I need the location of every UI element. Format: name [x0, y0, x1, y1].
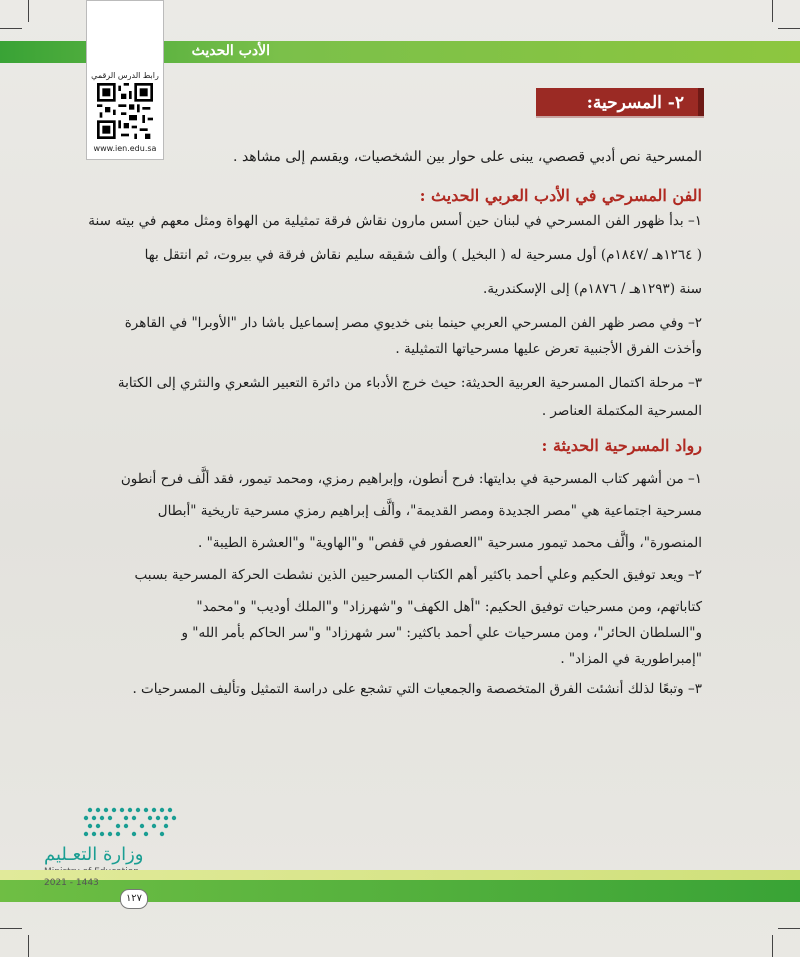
list2-item2-line1: ٢– ويعد توفيق الحكيم وعلي أحمد باكثير أهم الكتاب المسرحيين الذين نشطت الحركة المسرحية بسبب	[134, 567, 702, 583]
crop-mark	[772, 0, 773, 22]
list1-item1-line1: ١– بدأ ظهور الفن المسرحي في لبنان حين أسس مارون نقاش فرقة تمثيلية من الهواة ومثل معهم في بيته سنة	[88, 213, 702, 229]
crop-mark	[772, 935, 773, 957]
crop-mark	[778, 928, 800, 929]
section-badge	[536, 88, 704, 118]
list2-item2-line2: كتاباتهم، ومن مسرحيات توفيق الحكيم: "أهل الكهف" و"شهرزاد" و"الملك أوديب" و"محمد"	[196, 599, 702, 615]
list2-item3-line1: ٣– وتبعًا لذلك أنشئت الفرق المتخصصة والجمعيات التي تشجع على دراسة التمثيل وتأليف المسرحيات .	[132, 681, 702, 697]
qr-url[interactable]: www.ien.edu.sa	[93, 144, 157, 153]
list1-item2-line2: وأخذت الفرق الأجنبية تعرض عليها مسرحياتها التمثيلية .	[395, 341, 702, 357]
list2-item2-line3: و"السلطان الحائر"، ومن مسرحيات علي أحمد باكثير: "سر شهرزاد" و"سر الحاكم بأمر الله" و	[181, 625, 702, 641]
crop-mark	[0, 928, 22, 929]
crop-mark	[778, 28, 800, 29]
qr-code-icon[interactable]	[97, 83, 153, 139]
list1-item1-line3: سنة (١٢٩٣هـ / ١٨٧٦م) إلى الإسكندرية.	[483, 281, 702, 297]
header-title: الأدب الحديث	[191, 43, 270, 59]
section-badge-title: ٢- المسرحية:	[586, 93, 684, 113]
page-number: ١٢٧	[120, 889, 148, 909]
list1-item1-line2: ( ١٢٦٤هـ /١٨٤٧م) أول مسرحية له ( البخيل ) وألف شقيقه سليم نقاش فرقة في بيروت، ثم انتقل بها	[144, 247, 702, 263]
qr-panel[interactable]	[86, 0, 164, 160]
list2-item2-line4: "إمبراطورية في المزاد" .	[560, 651, 702, 667]
intro-paragraph: المسرحية نص أدبي قصصي، يبنى على حوار بين الشخصيات، ويقسم إلى مشاهد .	[233, 149, 702, 165]
ministry-logo-icon	[82, 804, 182, 840]
crop-mark	[28, 935, 29, 957]
list1-item3-line1: ٣– مرحلة اكتمال المسرحية العربية الحديثة: حيث خرج الأدباء من دائرة التعبير الشعري والنثري إلى الكتابة	[117, 375, 702, 391]
list1-item3-line2: المسرحية المكتملة العناصر .	[541, 403, 702, 419]
ministry-name-arabic: وزارة التعـليم	[44, 844, 144, 865]
list2-item1-line3: المنصورة"، وألَّف محمد تيمور مسرحية "العصفور في قفص" و"الهاوية" و"العشرة الطيبة" .	[198, 535, 702, 551]
heading-art-of-theatre: الفن المسرحي في الأدب العربي الحديث :	[419, 186, 702, 205]
list1-item2-line1: ٢– وفي مصر ظهر الفن المسرحي العربي حينما بنى خديوي مصر إسماعيل باشا دار "الأوبرا" في القاهرة	[124, 315, 702, 331]
section-badge-underline	[536, 116, 704, 118]
crop-mark	[28, 0, 29, 22]
heading-pioneers: رواد المسرحية الحديثة :	[541, 436, 702, 455]
qr-caption: رابط الدرس الرقمي	[91, 71, 159, 80]
edition-year: 2021 - 1443	[44, 878, 99, 888]
list2-item1-line2: مسرحية اجتماعية هي "مصر الجديدة ومصر القديمة"، وألَّف إبراهيم رمزي مسرحية تاريخية "أبطال	[157, 503, 702, 519]
crop-mark	[0, 28, 22, 29]
list2-item1-line1: ١– من أشهر كتاب المسرحية في بدايتها: فرح أنطون، وإبراهيم رمزي، ومحمد تيمور، فقد ألَّف فرح أنطون	[120, 471, 702, 487]
